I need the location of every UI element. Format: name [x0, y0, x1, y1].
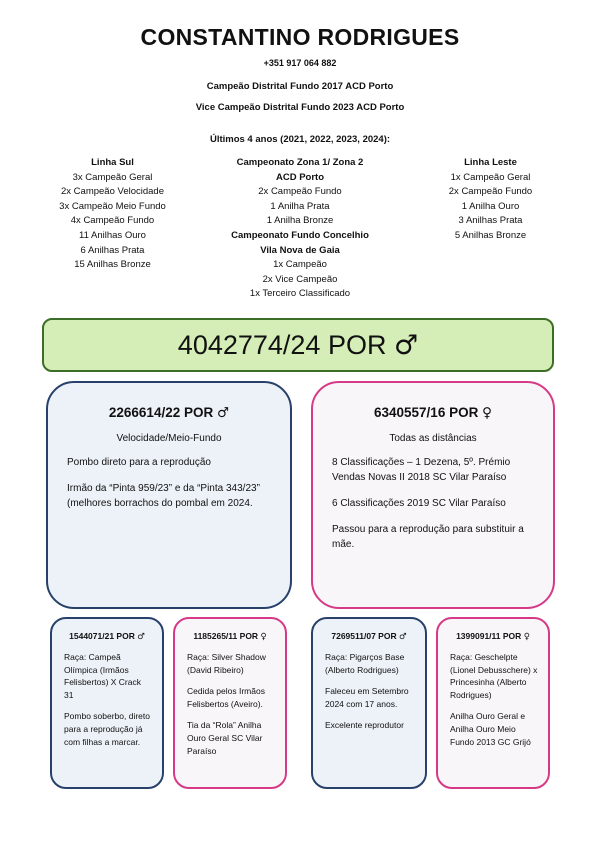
- mother-ring: 6340557/16 POR ♀: [374, 405, 492, 421]
- mother-note: 8 Classificações – 1 Dezena, 5º. Prémio Vendas Novas II 2018 SC Vilar Paraíso: [332, 457, 511, 483]
- father-category: Velocidade/Meio-Fundo: [116, 433, 222, 444]
- title-vice-champion: Vice Campeão Distrital Fundo 2023 ACD Porto: [195, 102, 405, 113]
- mother-note: 6 Classificações 2019 SC Vilar Paraíso: [332, 498, 506, 509]
- list-item: 1x Campeão: [273, 259, 327, 271]
- main-pigeon-banner: [42, 318, 554, 372]
- male-symbol-icon: ♂: [217, 405, 230, 421]
- grandparent-note: Raça: Silver Shadow (David Ribeiro): [187, 652, 266, 675]
- grandparent-note: Raça: Geschelpte (Lionel Debusschere) x Princesinha (Alberto Rodrigues): [450, 652, 538, 700]
- list-item: 1 Anilha Ouro: [461, 200, 520, 212]
- column-linha-sul: [30, 156, 195, 273]
- paternal-grandmother-card: [173, 617, 287, 789]
- grandparent-ring: 1544071/21 POR ♂: [69, 631, 145, 642]
- grandparent-note: Raça: Campeã Olímpica (Irmãos Felisbertos) X Crack 31: [64, 652, 141, 700]
- list-item: 2x Campeão Fundo: [448, 186, 533, 198]
- last-years-heading: Últimos 4 anos (2021, 2022, 2023, 2024):: [209, 134, 391, 145]
- father-card: [46, 381, 292, 609]
- list-item: 4x Campeão Fundo: [70, 215, 155, 227]
- maternal-grandmother-card: [436, 617, 550, 789]
- linha-leste-heading: Linha Leste: [464, 157, 517, 168]
- concelhio-heading: Campeonato Fundo Concelhio: [231, 229, 369, 241]
- grandparent-note: Anilha Ouro Geral e Anilha Ouro Meio Fundo 2013 GC Grijó: [450, 711, 531, 747]
- list-item: 5 Anilhas Bronze: [454, 229, 527, 241]
- main-pigeon-ring: 4042774/24 POR: [177, 329, 387, 360]
- grandparent-note: Raça: Pigarços Base (Alberto Rodrigues): [325, 652, 405, 675]
- female-symbol-icon: ♀: [523, 632, 530, 642]
- grandparent-note: Excelente reprodutor: [325, 720, 404, 731]
- concelhio-subheading: Vila Nova de Gaia: [260, 244, 340, 256]
- male-symbol-icon: ♂: [393, 329, 419, 361]
- father-note: Irmão da “Pinta 959/23” e da “Pinta 343/23” (melhores borrachos do pombal em 2024.: [67, 483, 260, 509]
- mother-note: Passou para a reprodução para substituir a mãe.: [332, 524, 524, 550]
- female-symbol-icon: ♀: [482, 405, 492, 421]
- grandparent-note: Pombo soberbo, direto para a reprodução já com filhas a marcar.: [64, 711, 150, 747]
- list-item: 1x Terceiro Classificado: [249, 288, 351, 300]
- father-ring: 2266614/22 POR ♂: [108, 405, 230, 421]
- list-item: 2x Vice Campeão: [262, 273, 338, 285]
- zona-heading: Campeonato Zona 1/ Zona 2: [236, 157, 364, 168]
- list-item: 3x Campeão Geral: [72, 171, 153, 183]
- owner-name: CONSTANTINO RODRIGUES: [140, 24, 460, 50]
- grandparent-ring: 1185265/11 POR ♀: [193, 631, 267, 642]
- mother-category: Todas as distâncias: [389, 433, 477, 444]
- list-item: 2x Campeão Fundo: [258, 186, 342, 198]
- list-item: 3x Campeão Meio Fundo: [59, 200, 166, 212]
- grandparent-ring: 1399091/11 POR ♀: [456, 631, 530, 642]
- male-symbol-icon: ♂: [137, 632, 145, 642]
- list-item: 1 Anilha Prata: [270, 200, 330, 212]
- maternal-grandfather-card: [311, 617, 427, 789]
- mother-card: [311, 381, 555, 609]
- zona-subheading: ACD Porto: [275, 171, 325, 183]
- column-zona: [200, 156, 400, 302]
- list-item: 1 Anilha Bronze: [266, 215, 334, 227]
- list-item: 15 Anilhas Bronze: [74, 259, 151, 271]
- paternal-grandfather-card: [50, 617, 164, 789]
- column-linha-leste: [408, 156, 573, 244]
- grandparent-note: Tia da “Rola” Anilha Ouro Geral SC Vilar Paraíso: [187, 720, 263, 756]
- title-district-champion: Campeão Distrital Fundo 2017 ACD Porto: [206, 81, 394, 92]
- phone-number: +351 917 064 882: [263, 58, 337, 68]
- list-item: 2x Campeão Velocidade: [61, 186, 164, 198]
- list-item: 3 Anilhas Prata: [458, 215, 523, 227]
- male-symbol-icon: ♂: [398, 632, 407, 642]
- father-note: Pombo direto para a reprodução: [67, 457, 211, 468]
- female-symbol-icon: ♀: [260, 632, 267, 642]
- grandparent-note: Faleceu em Setembro 2024 com 17 anos.: [325, 686, 409, 709]
- list-item: 6 Anilhas Prata: [80, 244, 145, 256]
- list-item: 11 Anilhas Ouro: [79, 229, 146, 241]
- grandparent-note: Cedida pelos Irmãos Felisbertos (Aveiro).: [187, 686, 265, 709]
- linha-sul-heading: Linha Sul: [91, 157, 134, 168]
- grandparent-ring: 7269511/07 POR ♂: [331, 631, 407, 642]
- list-item: 1x Campeão Geral: [450, 171, 531, 183]
